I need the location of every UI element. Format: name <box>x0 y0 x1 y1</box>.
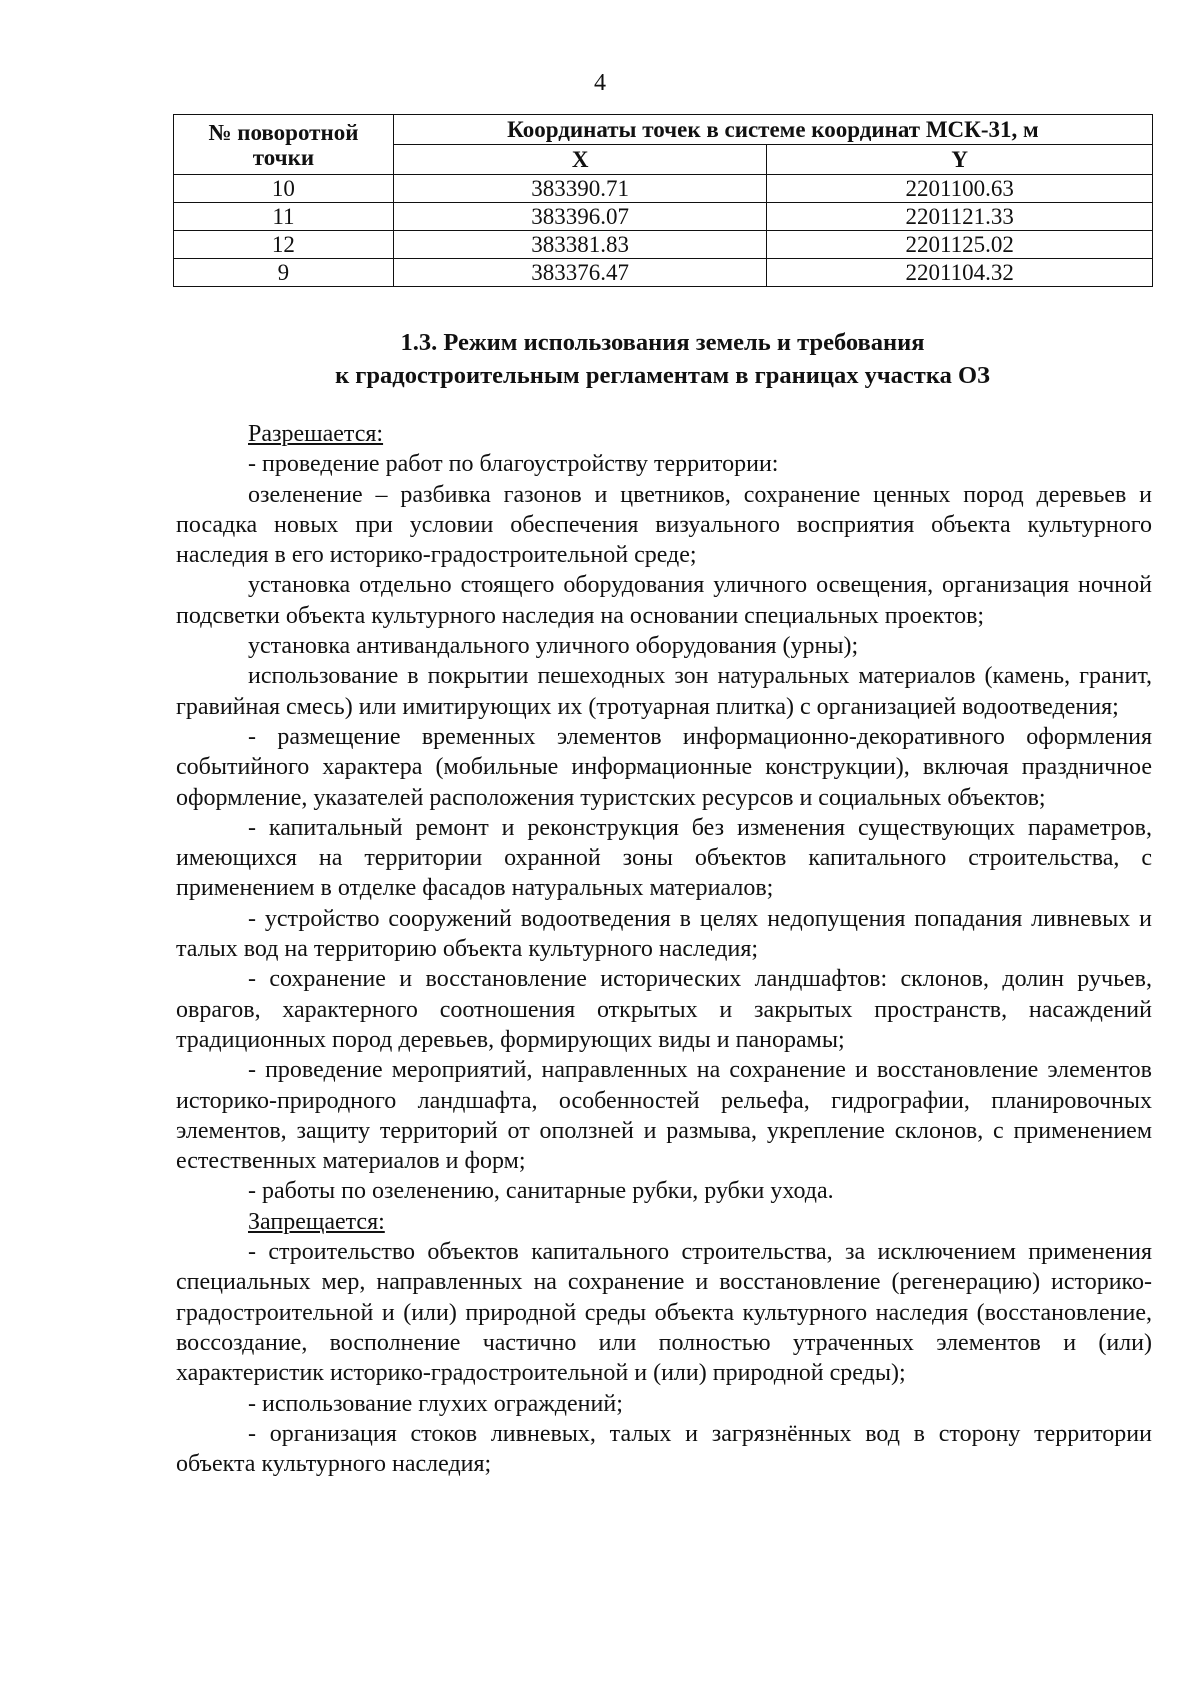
header-coordinates: Координаты точек в системе координат МСК-31, м <box>393 115 1152 145</box>
paragraph: озеленение – разбивка газонов и цветников, сохранение ценных пород деревьев и посадка новых при условии обеспечения визуального восприятия объекта культурного наследия в его историко-градостроительной среде; <box>176 481 1152 569</box>
paragraph: - сохранение и восстановление исторических ландшафтов: склонов, долин ручьев, оврагов, характерного соотношения открытых и закрытых пространств, насаждений традиционных пород деревьев, формирующих виды и панорамы; <box>176 966 1152 1053</box>
paragraph: использование в покрытии пешеходных зон натуральных материалов (камень, гранит, гравийная смесь) или имитирующих их (тротуарная плитка) с организацией водоотведения; <box>176 663 1152 720</box>
header-point-number-line2: точки <box>252 144 315 170</box>
table-header-row <box>174 115 1153 145</box>
table-row <box>174 259 1153 287</box>
cell-point-number: 10 <box>174 175 394 203</box>
paragraph: - организация стоков ливневых, талых и загрязнённых вод в сторону территории объекта культурного наследия; <box>176 1420 1152 1478</box>
table-row <box>174 231 1153 259</box>
allowed-label-text: Разрешается: <box>248 421 384 447</box>
cell-x: 383390.71 <box>393 175 767 203</box>
header-y: Y <box>767 145 1153 175</box>
paragraph: установка отдельно стоящего оборудования уличного освещения, организация ночной подсветки объекта культурного наследия на основании специальных проектов; <box>176 572 1152 629</box>
cell-y: 2201104.32 <box>767 259 1153 287</box>
paragraph: - использование глухих ограждений; <box>248 1390 623 1417</box>
prohibited-label <box>176 1207 1152 1237</box>
cell-y: 2201100.63 <box>767 175 1153 203</box>
section-heading-line2: к градостроительным регламентам в границах участка ОЗ <box>335 362 990 389</box>
coordinates-table <box>173 114 1153 287</box>
cell-y: 2201125.02 <box>767 231 1153 259</box>
paragraph: установка антивандального уличного оборудования (урны); <box>248 633 859 660</box>
cell-x: 383396.07 <box>393 203 767 231</box>
paragraph: - устройство сооружений водоотведения в целях недопущения попадания ливневых и талых вод на территорию объекта культурного наследия; <box>176 905 1152 963</box>
cell-x: 383376.47 <box>393 259 767 287</box>
cell-point-number: 9 <box>174 259 394 287</box>
paragraph: - капитальный ремонт и реконструкция без изменения существующих параметров, имеющихся на территории охранной зоны объектов капитального строительства, с применением в отделке фасадов натуральных материалов; <box>176 814 1152 902</box>
paragraph: - проведение мероприятий, направленных на сохранение и восстановление элементов историко-природного ландшафта, особенностей рельефа, гидрографии, планировочных элементов, защиту территорий от оползней и размыва, укрепление склонов, с применением естественных материалов и форм; <box>176 1057 1152 1175</box>
header-point-number <box>174 115 394 175</box>
table-row <box>174 203 1153 231</box>
paragraph: - размещение временных элементов информационно-декоративного оформления событийного характера (мобильные информационные конструкции), включая праздничное оформление, указателей расположения туристских ресурсов и социальных объектов; <box>176 723 1152 811</box>
section-heading <box>170 326 1155 392</box>
header-x: X <box>393 145 767 175</box>
cell-x: 383381.83 <box>393 231 767 259</box>
header-point-number-line1: № поворотной <box>208 119 359 145</box>
allowed-label <box>176 419 1152 449</box>
paragraph: - проведение работ по благоустройству территории: <box>248 451 779 478</box>
cell-y: 2201121.33 <box>767 203 1153 231</box>
paragraph: - строительство объектов капитального строительства, за исключением применения специальных мер, направленных на сохранение и восстановление (регенерацию) историко-градостроительной и (или) природной среды объекта культурного наследия (восстановление, воссоздание, восполнение частично или полностью утраченных элементов и (или) характеристик историко-градостроительной и (или) природной среды); <box>176 1239 1152 1387</box>
cell-point-number: 12 <box>174 231 394 259</box>
table-row <box>174 175 1153 203</box>
cell-point-number: 11 <box>174 203 394 231</box>
document-body <box>176 419 1152 1479</box>
prohibited-label-text: Запрещается: <box>248 1208 385 1235</box>
page-number: 4 <box>594 70 606 96</box>
section-heading-line1: 1.3. Режим использования земель и требования <box>400 329 925 356</box>
paragraph: - работы по озеленению, санитарные рубки, рубки ухода. <box>248 1178 834 1205</box>
